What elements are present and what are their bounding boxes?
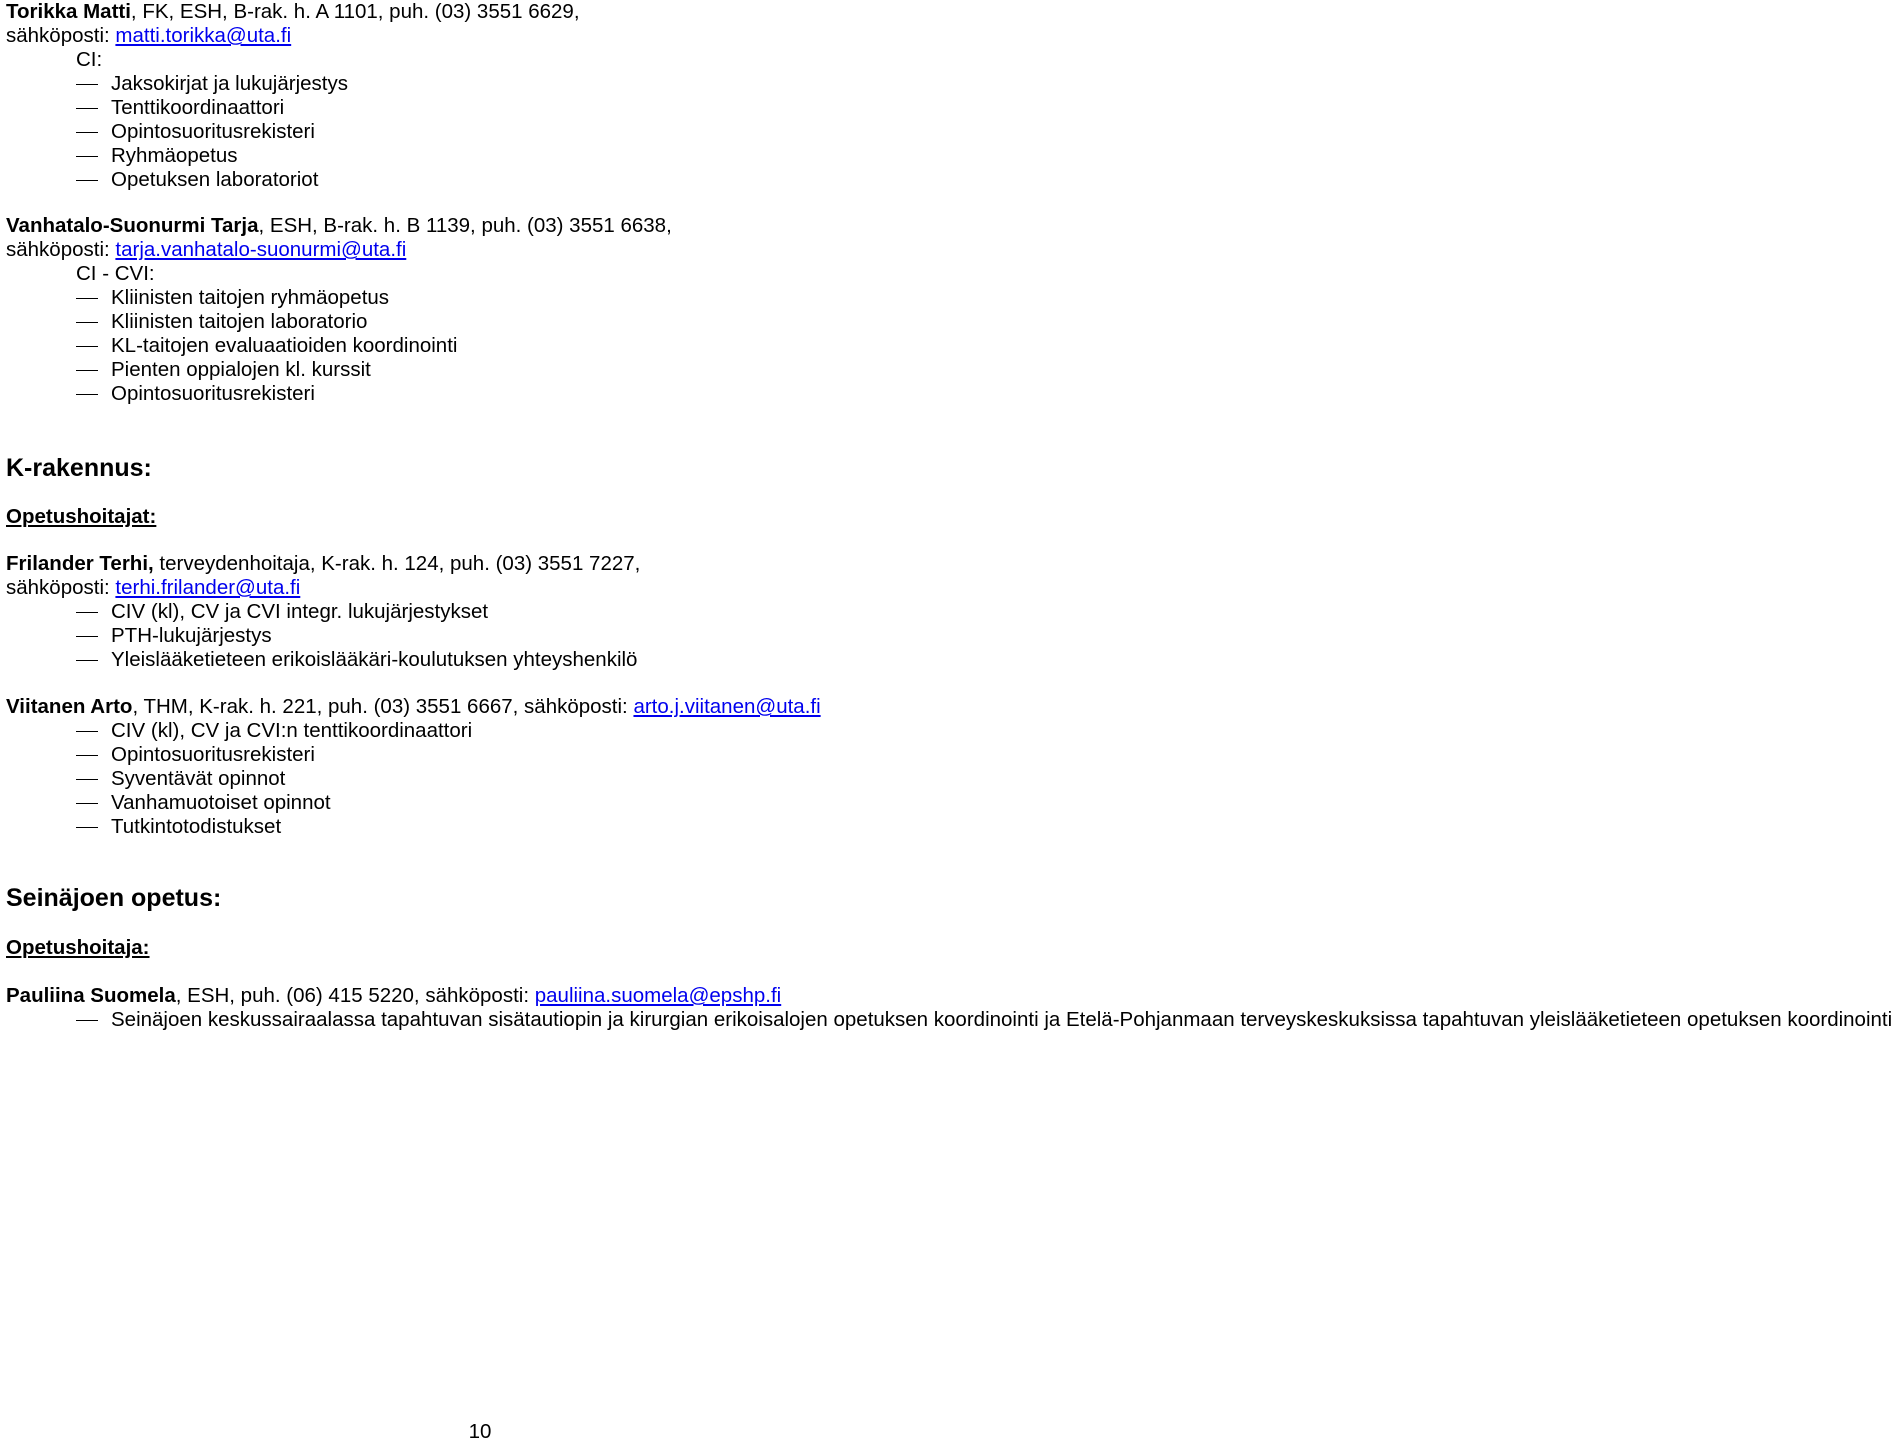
email-label: sähköposti: (6, 24, 116, 47)
contact-vanhatalo (6, 214, 672, 406)
list-item: Ryhmäopetus (6, 144, 580, 168)
person-name: Pauliina Suomela (6, 984, 176, 1007)
duty-list (6, 719, 821, 839)
list-item: Tenttikoordinaattori (6, 96, 580, 120)
email-label: sähköposti: (6, 576, 116, 599)
list-item: Pienten oppialojen kl. kurssit (6, 358, 672, 382)
dash-icon (76, 156, 98, 157)
list-item: Opetuksen laboratoriot (6, 168, 580, 192)
subsection-heading-opetushoitajat: Opetushoitajat: (6, 505, 157, 528)
page-number: 10 (468, 1420, 492, 1443)
list-item: Opintosuoritusrekisteri (6, 743, 821, 767)
person-name: Torikka Matti (6, 0, 131, 23)
person-info: , FK, ESH, B-rak. h. A 1101, puh. (03) 3551 6629, (130, 0, 580, 23)
list-item: CIV (kl), CV ja CVI integr. lukujärjestykset (6, 600, 640, 624)
dash-icon (76, 755, 98, 756)
email-link[interactable]: pauliina.suomela@epshp.fi (534, 984, 782, 1007)
section-heading-seinajoen-opetus: Seinäjoen opetus: (6, 884, 222, 912)
dash-icon (76, 346, 98, 347)
duty-list (6, 72, 580, 192)
dash-icon (76, 370, 98, 371)
list-item: Opintosuoritusrekisteri (6, 120, 580, 144)
list-item: Kliinisten taitojen laboratorio (6, 310, 672, 334)
list-item: Jaksokirjat ja lukujärjestys (6, 72, 580, 96)
person-name: Viitanen Arto (6, 695, 133, 718)
email-link[interactable]: terhi.frilander@uta.fi (115, 576, 301, 599)
dash-icon (76, 660, 98, 661)
dash-icon (76, 394, 98, 395)
duty-list (6, 286, 672, 406)
dash-icon (76, 636, 98, 637)
dash-icon (76, 108, 98, 109)
dash-icon (76, 322, 98, 323)
contact-torikka (6, 0, 580, 192)
email-label: sähköposti: (6, 238, 116, 261)
dash-icon (76, 1020, 98, 1021)
dash-icon (76, 779, 98, 780)
list-item: PTH-lukujärjestys (6, 624, 640, 648)
contact-suomela (6, 984, 1892, 1032)
group-label: CI: (76, 48, 103, 71)
contact-viitanen (6, 695, 821, 839)
dash-icon (76, 612, 98, 613)
person-name: Vanhatalo-Suonurmi Tarja (6, 214, 259, 237)
list-item: Yleislääketieteen erikoislääkäri-koulutuksen yhteyshenkilö (6, 648, 640, 672)
section-heading-k-rakennus: K-rakennus: (6, 454, 152, 482)
dash-icon (76, 180, 98, 181)
subsection-heading-opetushoitaja: Opetushoitaja: (6, 936, 150, 959)
email-link[interactable]: matti.torikka@uta.fi (115, 24, 292, 47)
dash-icon (76, 132, 98, 133)
list-item: CIV (kl), CV ja CVI:n tenttikoordinaattori (6, 719, 821, 743)
dash-icon (76, 803, 98, 804)
list-item: Vanhamuotoiset opinnot (6, 791, 821, 815)
person-info: terveydenhoitaja, K-rak. h. 124, puh. (03) 3551 7227, (153, 552, 641, 575)
contact-frilander (6, 552, 640, 672)
list-item: Seinäjoen keskussairaalassa tapahtuvan sisätautiopin ja kirurgian erikoisalojen opetuksen koordinointi ja Etelä-Pohjanmaan terveyskeskuksissa tapahtuvan yleislääketieteen opetuksen koordinointi (6, 1008, 926, 1032)
list-item: Tutkintotodistukset (6, 815, 821, 839)
email-link[interactable]: arto.j.viitanen@uta.fi (633, 695, 821, 718)
list-item: KL-taitojen evaluaatioiden koordinointi (6, 334, 672, 358)
email-link[interactable]: tarja.vanhatalo-suonurmi@uta.fi (115, 238, 407, 261)
dash-icon (76, 731, 98, 732)
duty-list (6, 600, 640, 672)
group-label: CI - CVI: (76, 262, 155, 285)
duty-list (6, 1008, 1892, 1032)
person-name: Frilander Terhi, (6, 552, 154, 575)
person-info: , THM, K-rak. h. 221, puh. (03) 3551 6667, sähköposti: (132, 695, 634, 718)
list-item: Syventävät opinnot (6, 767, 821, 791)
person-info: , ESH, B-rak. h. B 1139, puh. (03) 3551 6638, (258, 214, 672, 237)
dash-icon (76, 298, 98, 299)
dash-icon (76, 827, 98, 828)
list-item: Kliinisten taitojen ryhmäopetus (6, 286, 672, 310)
list-item: Opintosuoritusrekisteri (6, 382, 672, 406)
person-info: , ESH, puh. (06) 415 5220, sähköposti: (175, 984, 535, 1007)
dash-icon (76, 84, 98, 85)
